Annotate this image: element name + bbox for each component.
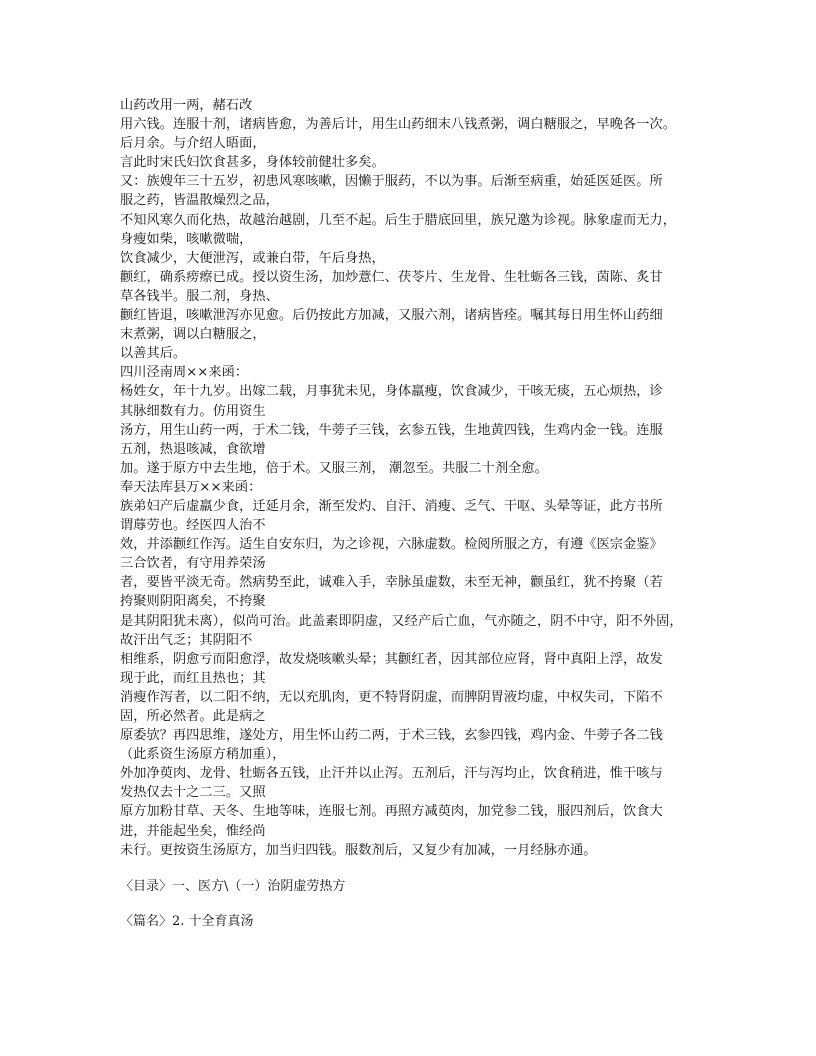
text-line: 是其阴阳犹未离），似尚可治。此盖素即阴虚，又经产后亡血，气亦随之，阴不中守，阳不外固， [120, 613, 683, 629]
text-line: 挎聚则阴阳离矣，不挎聚 [120, 594, 266, 610]
text-line: 饮食减少，大便泄泻，或兼白带，午后身热， [120, 250, 385, 266]
text-line: 山药改用一两，赭石改 [120, 98, 253, 113]
text-line: 颧红，确系痨瘵已成。授以资生汤，加炒薏仁、茯苓片、生龙骨、生牡蛎各三钱，茵陈、炙甘 [120, 269, 663, 285]
text-line: 后月余。与介绍人晤面， [120, 136, 266, 152]
text-line: 发热仅去十之二三。又照 [120, 785, 266, 801]
text-line: 现于此，而红且热也；其 [120, 670, 266, 686]
text-line: 用六钱。连服十剂，诸病皆愈，为善后计，用生山药细末八钱煮粥，调白糖服之，早晚各一次。 [120, 117, 676, 133]
text-line: 汤方，用生山药一两，于术二钱，牛蒡子三钱，玄参五钱，生地黄四钱，生鸡内金一钱。连服 [120, 422, 663, 438]
document-body [120, 96, 710, 860]
text-line: 颧红皆退，咳嗽泄泻亦见愈。后仍按此方加减，又服六剂，诸病皆痊。嘱其每日用生怀山药细 [120, 308, 663, 324]
text-line: 末煮粥，调以白糖服之， [120, 327, 266, 343]
text-line: 四川泾南周××来函： [120, 365, 249, 381]
text-line: 杨姓女，年十九岁。出嫁二载，月事犹未见，身体羸瘦，饮食减少，干咳无痰，五心烦热，诊 [120, 384, 663, 400]
text-line: 故汗出气乏；其阴阳不 [120, 632, 253, 648]
text-line: 草各钱半。服二剂，身热、 [120, 288, 279, 304]
text-line: 外加净萸肉、龙骨、牡蛎各五钱，止汗并以止泻。五剂后，汗与泻均止，饮食稍进，惟干咳与 [120, 766, 663, 782]
text-line: 效，并添颧红作泻。适生自安东归，为之诊视，六脉虚数。检阅所服之方，有遵《医宗金鉴》 [120, 537, 663, 553]
text-line: 加。遂于原方中去生地，倍于术。又服三剂， 潮忽至。共服二十剂全愈。 [120, 460, 548, 476]
text-line: 固，所必然者。此是病之 [120, 709, 266, 724]
text-line: 以善其后。 [120, 346, 187, 362]
text-line: 相维系，阴愈亏而阳愈浮，故发烧咳嗽头晕；其颧红者，因其部位应肾，肾中真阳上浮，故发 [120, 651, 663, 667]
text-line: 其脉细数有力。仿用资生 [120, 403, 266, 419]
text-line: 进，并能起坐矣，惟经尚 [120, 823, 266, 839]
text-line: 者，要皆平淡无奇。然病势至此，诚难入手，幸脉虽虚数，未至无神，颧虽红，犹不挎聚（若 [120, 575, 663, 591]
text-line: 三合饮者，有守用养荣汤 [120, 556, 266, 572]
text-line: 未行。更按资生汤原方，加当归四钱。服数剂后，又复少有加减，一月经脉亦通。 [120, 842, 597, 858]
text-line: 言此时宋氏妇饮食甚多，身体较前健壮多矣。 [120, 155, 385, 171]
text-line: （此系资生汤原方稍加重）， [120, 747, 286, 763]
text-line: 奉天法库县万××来函： [120, 479, 262, 495]
text-line: 服之药，皆温散燥烈之品， [120, 193, 279, 209]
text-line: 原委欤？再四思维，遂处方，用生怀山药二两，于术三钱，玄参四钱，鸡内金、牛蒡子各二钱 [120, 728, 663, 744]
chapter-title-line: 〈篇名〉2. 十全育真汤 [120, 914, 254, 929]
text-line: 原方加粉甘草、天冬、生地等味，连服七剂。再照方减萸肉，加党参二钱，服四剂后，饮食大 [120, 804, 663, 820]
text-line: 谓蓐劳也。经医四人治不 [120, 518, 266, 534]
text-line: 不知风寒久而化热，故越治越剧，几至不起。后生于腊底回里，族兄邀为诊视。脉象虚而无力， [120, 212, 676, 228]
text-line: 消瘦作泻者，以二阳不纳，无以充肌肉，更不特肾阴虚，而脾阴胃液均虚，中权失司，下陷不 [120, 689, 663, 705]
text-line: 五剂，热退咳减，食欲增 [120, 441, 266, 457]
text-line: 又：族嫂年三十五岁，初患风寒咳嗽，因懒于服药，不以为事。后渐至病重，始延医延医。所 [120, 174, 663, 190]
catalog-line: 〈目录〉一、医方\（一）治阴虚劳热方 [120, 879, 346, 894]
text-line: 族弟妇产后虚羸少食，迁延月余，渐至发灼、自汗、消瘦、乏气、干呕、头晕等证，此方书所 [120, 498, 663, 514]
text-line: 身瘦如柴，咳嗽微喘， [120, 231, 253, 247]
